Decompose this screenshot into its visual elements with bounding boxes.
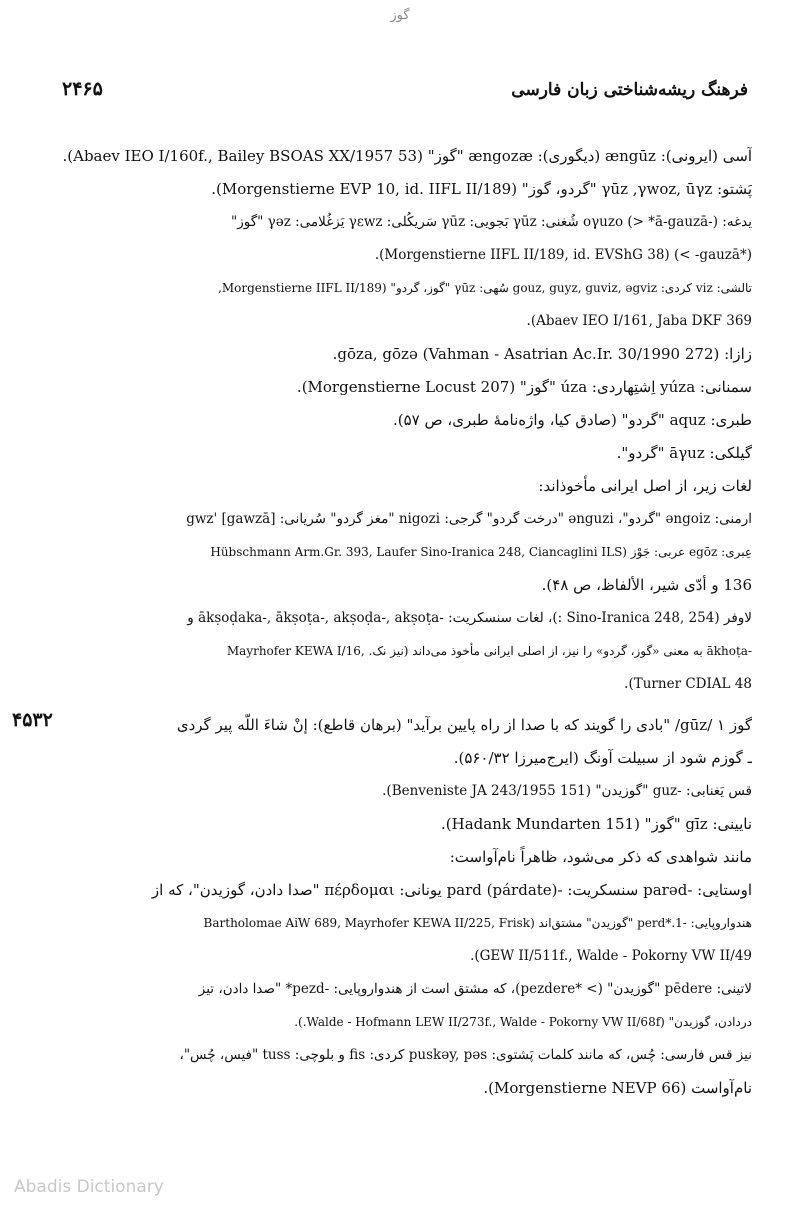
text-line: مانند شواهدی که ذکر می‌شود، ظاهراً نام‌آواست: <box>449 848 752 866</box>
text-line: نام‌آواست (Morgenstierne NEVP 66). <box>483 1079 752 1097</box>
entry-number: ۴۵۳۲ <box>12 709 53 731</box>
text-line: زازا: gōza, gōzə (Vahman - Asatrian Ac.Ir. 30/1990 272). <box>332 345 752 363</box>
running-title: فرهنگ ریشه‌شناختی زبان فارسی <box>511 80 748 100</box>
text-line: پَشتو: γūz ,γwoz, ūγz "گردو، گوز" (Morgenstierne EVP 10, id. IIFL II/189). <box>211 180 752 198</box>
text-line: سمنانی: yúza اِشتِهاردی: úza "گوز" (Morgenstierne Locust 207). <box>296 378 752 396</box>
text-line: -ākhoṭa به معنی «گوز، گردو» را نیز، از اصلی ایرانی مأخوذ می‌داند (نیز نک. ,Mayrhofer KEWA I/16 <box>226 644 752 658</box>
text-line: یدغه: oγuzo (> *ā-gauzā-) شُغنی: γūz بَجویی: γūz سَریکُلی: γεwz یَزغُلامی: γəz "گوز" <box>231 214 752 230</box>
page-header: گوز <box>390 8 410 23</box>
text-line: اوستایی: -parəd سنسکریت: -pard (párdate) یونانی: πέρδομαι "صدا دادن، گوزیدن"، که از <box>151 881 752 899</box>
watermark: Abadis Dictionary <box>14 1177 164 1197</box>
text-line: لاوفر (Sino-Iranica 248, 254 :)، لغات سنسکریت: -ākṣoḍaka-, ākṣoṭa-, akṣoḍa-, akṣoṭa و <box>187 610 752 626</box>
text-line: آسی (ایرونی): ængūz (دیگوری): ængozæ "گوز" (Abaev IEO I/160f., Bailey BSOAS XX/1957 53). <box>62 147 752 165</box>
text-line: عِبری: egōz عربی: جَوْز (Hübschmann Arm.Gr. 393, Laufer Sino-Iranica 248, Ciancaglini ILS <box>210 545 752 559</box>
text-line: GEW II/511f., Walde - Pokorny VW II/49). <box>470 948 752 964</box>
entry-headword-line: گوز ۱ /gūz/ "بادی را گویند که با صدا از راه پایین برآید" (برهان قاطع): إنْ شاءَ اللّه پیر گردی <box>176 716 752 734</box>
text-line: قس یَغنابی: -guz "گوزیدن" (Benveniste JA 243/1955 151). <box>382 783 752 799</box>
text-line: طبری: aquz "گردو" (صادق کیا، واژه‌نامهٔ طبری، ص ۵۷). <box>392 411 752 429</box>
text-line: 136 و أدّی شیر، الألفاظ، ص ۴۸). <box>541 576 752 594</box>
text-line: Abaev IEO I/161, Jaba DKF 369). <box>526 313 752 329</box>
text-line: نایینی: gīz "گوز" (Hadank Mundarten 151). <box>440 815 752 833</box>
text-line: هندواروپایی: -perd*.1 "گوزیدن" مشتق‌اند (Bartholomae AiW 689, Mayrhofer KEWA II/225, Frisk <box>203 916 752 930</box>
text-line: تالشی: viz کردی: gouz, guyz, guviz, əgviz سُهی: γūz "گوز، گردو" (Morgenstierne IIFL II/189, <box>218 281 752 295</box>
text-line: لغات زیر، از اصل ایرانی مأخوذاند: <box>538 477 752 495</box>
text-line: لاتینی: pēdere "گوزیدن" (> *pezdere)، که مشتق است از هندواروپایی: -pezd* "صدا دادن، تیز <box>198 981 752 997</box>
text-line: نیز قس فارسی: چُس، که مانند کلمات پَشتوی: puskəy, pəs کردی: fis و بلوچی: tuss "فیس، چُس"، <box>179 1047 752 1063</box>
text-line: ـ گوزم شود از سبیلت آونگ (ایرج‌میرزا ۵۶۰/۳۲). <box>453 749 752 767</box>
text-line: ارمنی: əngoiz "گردو"، ənguzi "درخت گردو" گرجی: nigozi "مغز گردو" سُریانی: gwz' [gawzā] <box>186 511 752 527</box>
text-line: Turner CDIAL 48). <box>624 676 752 692</box>
text-line: دردادن، گوزیدن" (Walde - Hofmann LEW II/273f., Walde - Pokorny VW II/68f.). <box>294 1015 752 1029</box>
text-line: گیلکی: āγuz "گردو". <box>616 444 752 462</box>
dictionary-body <box>12 140 752 1105</box>
page-number: ۲۴۶۵ <box>62 78 103 100</box>
text-line: (*gauzā- >) (Morgenstierne IIFL II/189, id. EVShG 38). <box>374 247 752 263</box>
entry-block <box>12 709 752 1105</box>
